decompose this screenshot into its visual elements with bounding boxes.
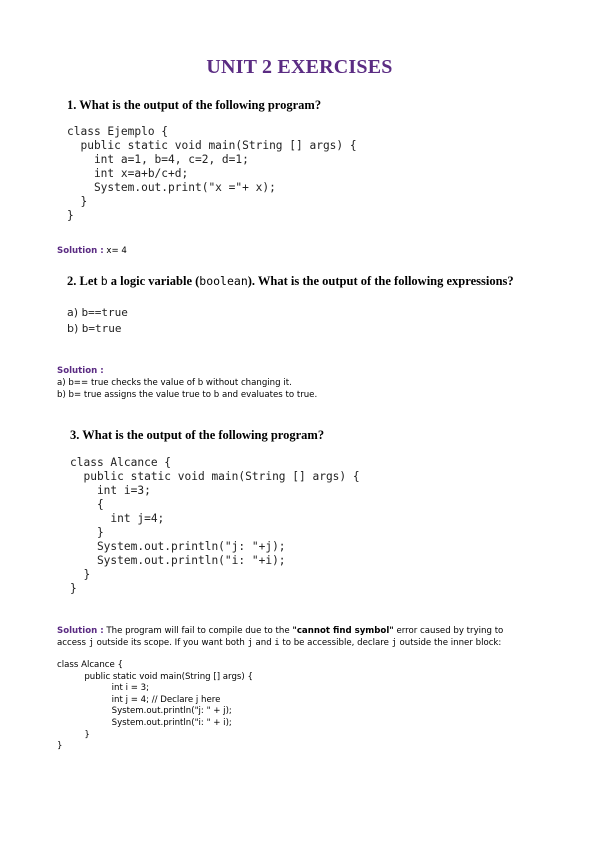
solution-text: The program will fail to compile due to the: [103, 626, 293, 636]
variable-name: j: [247, 637, 253, 648]
question-3: 3. What is the output of the following program?: [70, 428, 325, 442]
option-a: [67, 306, 128, 319]
fixed-code-block: class Alcance { public static void main(String [] args) { int i = 3; int j = 4; // Declare j here System.out.println("j: " + j); System.out.println("i: " + i); } }: [57, 660, 253, 752]
option-label: b): [67, 322, 82, 335]
solution-text: outside its scope. If you want both: [93, 637, 248, 648]
option-label: a): [67, 306, 82, 319]
solution-2: [57, 366, 317, 401]
solution-line: [57, 626, 537, 638]
option-code: b=true: [81, 322, 122, 335]
solution-text: to be accessible, declare: [279, 637, 392, 648]
error-name: "cannot find symbol": [292, 626, 394, 636]
type-name: boolean: [199, 274, 248, 288]
variable-name: b: [100, 274, 108, 288]
question-1: 1. What is the output of the following program?: [67, 98, 322, 112]
page-title: UNIT 2 EXERCISES: [206, 56, 393, 78]
question-text: ). What is the output of the following expressions?: [247, 274, 514, 288]
option-code: b==true: [81, 306, 128, 319]
solution-text: and: [252, 637, 275, 648]
code-block-1: class Ejemplo { public static void main(String [] args) { int a=1, b=4, c=2, d=1; int x=a+b/c+d; System.out.print("x ="+ x); } }: [67, 125, 357, 222]
solution-label: Solution :: [57, 246, 104, 256]
solution-line: b) b= true assigns the value true to b and evaluates to true.: [57, 389, 318, 400]
option-b: [67, 322, 122, 335]
solution-label: Solution :: [57, 626, 104, 636]
solution-text: error caused by trying to: [393, 626, 504, 636]
solution-text: access: [57, 637, 89, 648]
solution-text: outside the inner block:: [396, 637, 502, 648]
variable-name: j: [88, 637, 94, 648]
question-text: a logic variable (: [107, 274, 200, 288]
question-2: [67, 274, 514, 289]
solution-1: [57, 246, 127, 258]
code-block-3: class Alcance { public static void main(String [] args) { int i=3; { int j=4; } System.out.println("j: "+j); System.out.println("i: "+i); } }: [70, 456, 360, 595]
variable-name: i: [274, 637, 280, 648]
solution-text: x= 4: [103, 246, 127, 256]
solution-3: [57, 626, 537, 650]
variable-name: j: [391, 637, 397, 648]
solution-line: [57, 638, 537, 650]
question-text: 2. Let: [67, 274, 101, 288]
solution-label: Solution :: [57, 366, 104, 376]
solution-line: a) b== true checks the value of b without changing it.: [57, 377, 292, 388]
